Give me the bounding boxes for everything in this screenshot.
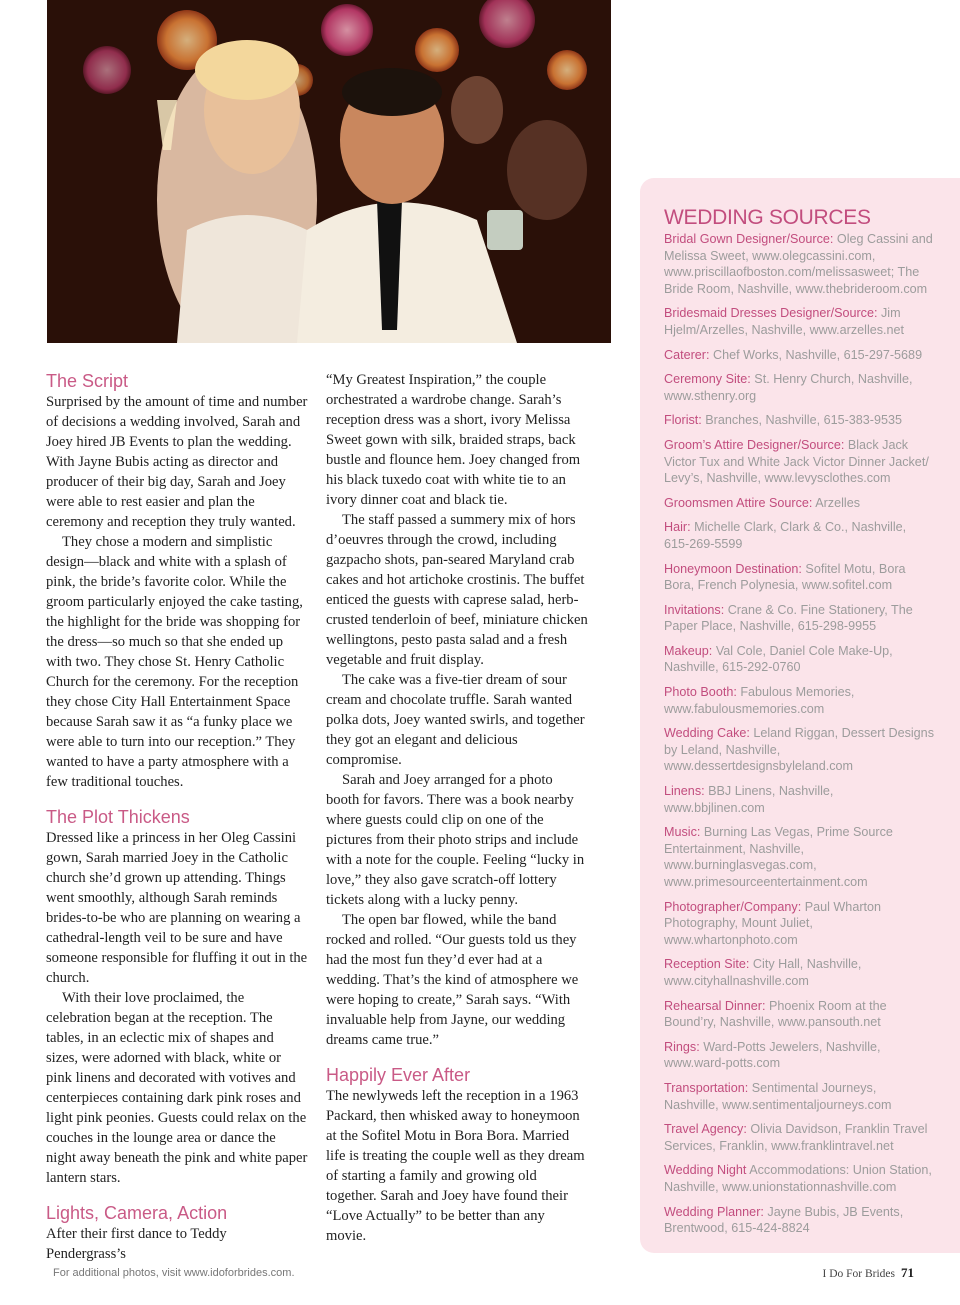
source-label: Reception Site: [664,957,750,972]
source-label: Music: [664,825,701,840]
source-details: Crane & Co. Fine Stationery, The Paper Place, Nashville, 615-298-9955 [664,602,913,634]
source-details: Burning Las Vegas, Prime Source Entertainment, Nashville, www.burninglasvegas.com, www.primesourceentertainment.com [664,825,893,889]
source-entry [664,371,934,404]
source-details: Ward-Potts Jewelers, Nashville, www.ward-potts.com [664,1039,881,1071]
section-heading-lights-camera-action: Lights, Camera, Action [46,1203,228,1223]
source-entry [664,899,934,949]
source-entry [664,1204,934,1237]
source-label: Wedding Night [664,1163,747,1178]
source-entry [664,1039,934,1072]
source-label: Makeup: [664,643,713,658]
article-column-2 [326,370,588,1246]
source-label: Honeymoon Destination: [664,561,802,576]
source-entry [664,495,934,512]
source-entry [664,437,934,487]
source-entry [664,643,934,676]
source-entry [664,783,934,816]
sources-list [664,231,934,1245]
source-details: Black Jack Victor Tux and White Jack Victor Dinner Jacket/ Levy’s, Nashville, www.levysclothes.com [664,437,929,486]
source-details: City Hall, Nashville, www.cityhallnashville.com [664,957,862,988]
paragraph: With their love proclaimed, the celebration began at the reception. The tables, in an eclectic mix of shapes and sizes, were adorned with black, white or pink linens and decorated with votives and centerpieces containing dark pink roses and light pink peonies. Guests could relax on the couches in the lounge area or dance the night away beneath the pink and white paper lantern stars. [46,990,308,1186]
paragraph: Sarah and Joey arranged for a photo booth for favors. There was a book nearby where guests could clip on one of the pictures from their photo strips and include with a note for the couple. Feeling “lucky in love,” they also gave scratch-off lottery tickets along with a lucky penny. [326,772,585,908]
source-details: Chef Works, Nashville, 615-297-5689 [713,347,923,362]
paragraph: After their first dance to Teddy Pendergrass’s [46,1226,227,1262]
paragraph: Surprised by the amount of time and number of decisions a wedding involved, Sarah and Joey hired JB Events to plan the wedding. With Jayne Bubis acting as director and producer of their big day, Sarah and Joey were able to rest easier and plan the ceremony and reception they truly wanted. [46,394,308,530]
section-heading-plot-thickens: The Plot Thickens [46,807,190,827]
publication-name: I Do For Brides [822,1268,895,1280]
source-details: Sofitel Motu, Bora Bora, French Polynesia, www.sofitel.com [664,561,906,593]
source-label: Photo Booth: [664,685,737,700]
footer-photos-note: For additional photos, visit www.idoforbrides.com. [53,1267,295,1279]
paragraph: “My Greatest Inspiration,” the couple orchestrated a wardrobe change. Sarah’s reception dress was a short, ivory Melissa Sweet gown with silk, braided straps, back bustle and flounce hem. Joey changed from his black tuxedo coat with white tie to an ivory dinner coat and black tie. [326,372,581,508]
source-entry [664,1121,934,1154]
source-details: BBJ Linens, Nashville, www.bbjlinen.com [664,784,834,815]
source-label: Travel Agency: [664,1122,747,1137]
source-entry [664,725,934,775]
paragraph: The open bar flowed, while the band rocked and rolled. “Our guests told us they had the most fun they’d ever had at a wedding. That’s the kind of atmosphere we were hoping to create,” Sarah says. “With invaluable help from Jayne, our wedding dreams came true.” [326,912,579,1048]
source-entry [664,602,934,635]
source-label: Linens: [664,784,705,799]
sidebar-title: WEDDING SOURCES [664,206,871,229]
article-column-1 [46,370,308,1264]
source-entry [664,956,934,989]
source-entry [664,519,934,552]
source-entry [664,561,934,594]
source-details: Branches, Nashville, 615-383-9535 [705,413,903,428]
source-label: Rings: [664,1039,700,1054]
wedding-sources-sidebar [640,178,960,1253]
source-label: Hair: [664,520,691,535]
source-label: Invitations: [664,602,725,617]
source-label: Bridesmaid Dresses Designer/Source: [664,306,878,321]
source-label: Transportation: [664,1080,749,1095]
source-details: St. Henry Church, Nashville, www.sthenry.org [664,372,913,403]
section-heading-happily-ever-after: Happily Ever After [326,1065,471,1085]
paragraph: Dressed like a princess in her Oleg Cassini gown, Sarah married Joey in the Catholic church she’d grown up attending. Things went smoothly, although Sarah reminds brides-to-be who are planning on wearing a cathedral-length veil to be sure and have someone responsible for fluffing it out in the church. [46,830,308,986]
source-entry [664,684,934,717]
source-details: Phoenix Room at the Bound’ry, Nashville, www.pansouth.net [664,998,887,1030]
source-label: Groom’s Attire Designer/Source: [664,437,845,452]
paragraph: The cake was a five-tier dream of sour cream and chocolate truffle. Sarah wanted polka dots, Joey wanted swirls, and together they got an elegant and delicious compromise. [326,672,585,768]
source-details: Jim Hjelm/Arzelles, Nashville, www.arzelles.net [664,306,905,337]
page-number: 71 [901,1265,914,1280]
source-details: Accommodations: Union Station, Nashville, www.unionstationnashville.com [664,1163,932,1194]
source-entry [664,824,934,890]
source-details: Jayne Bubis, JB Events, Brentwood, 615-424-8824 [664,1204,904,1236]
source-details: Val Cole, Daniel Cole Make-Up, Nashville, 615-292-0760 [664,643,893,675]
source-label: Bridal Gown Designer/Source: [664,232,834,246]
source-label: Caterer: [664,347,710,362]
source-details: Sentimental Journeys, Nashville, www.sentimentaljourneys.com [664,1080,892,1112]
paragraph: They chose a modern and simplistic design—black and white with a splash of pink, the bride’s favorite color. While the groom particularly enjoyed the cake tasting, the highlight for the bride was shopping for the dress—so much so that she ended up with two. They chose St. Henry Catholic Church for the ceremony. For the reception they chose City Hall Entertainment Space because Sarah saw it as “a funky place we were able to turn into our reception.” They wanted to have a party atmosphere with a few traditional touches. [46,534,303,790]
source-label: Photographer/Company: [664,899,802,914]
source-details: Olivia Davidson, Franklin Travel Services, Franklin, www.franklintravel.net [664,1122,928,1153]
source-details: Arzelles [815,495,860,510]
source-details: Fabulous Memories, www.fabulousmemories.com [664,685,855,716]
source-details: Michelle Clark, Clark & Co., Nashville, 615-269-5599 [664,520,907,551]
source-entry [664,231,934,297]
paragraph: The staff passed a summery mix of hors d’oeuvres through the crowd, including gazpacho shots, pan-seared Maryland crab cakes and hot artichoke crostinis. The buffet enticed the guests with caprese salad, herb-crusted tenderloin of beef, miniature chicken wellingtons, pesto pasta salad and a fresh vegetable and fruit display. [326,512,588,668]
couple-photo [47,0,611,343]
source-entry [664,347,934,364]
source-details: Paul Wharton Photography, Mount Juliet, www.whartonphoto.com [664,899,882,947]
source-details: Leland Riggan, Dessert Designs by Leland, Nashville, www.dessertdesignsbyleland.com [664,726,934,774]
source-entry [664,998,934,1031]
couple-photo-illustration [47,0,611,343]
source-label: Rehearsal Dinner: [664,998,766,1013]
source-entry [664,1080,934,1113]
source-entry [664,305,934,338]
source-entry [664,412,934,429]
source-entry [664,1162,934,1195]
source-label: Ceremony Site: [664,372,751,387]
source-label: Groomsmen Attire Source: [664,495,813,510]
source-label: Wedding Planner: [664,1204,764,1219]
footer-folio [822,1265,914,1281]
source-label: Wedding Cake: [664,726,750,741]
source-details: Oleg Cassini and Melissa Sweet, www.olegcassini.com, www.priscillaofboston.com/melissasweet; The Bride Room, Nashville, www.thebrideroom.com [664,232,933,296]
section-heading-script: The Script [46,371,129,391]
source-label: Florist: [664,413,702,428]
paragraph: The newlyweds left the reception in a 1963 Packard, then whisked away to honeymoon at the Sofitel Motu in Bora Bora. Married life is treating the couple well as they dream of starting a family and growing old together. Sarah and Joey have found their “Love Actually” to be better than any movie. [326,1088,585,1244]
